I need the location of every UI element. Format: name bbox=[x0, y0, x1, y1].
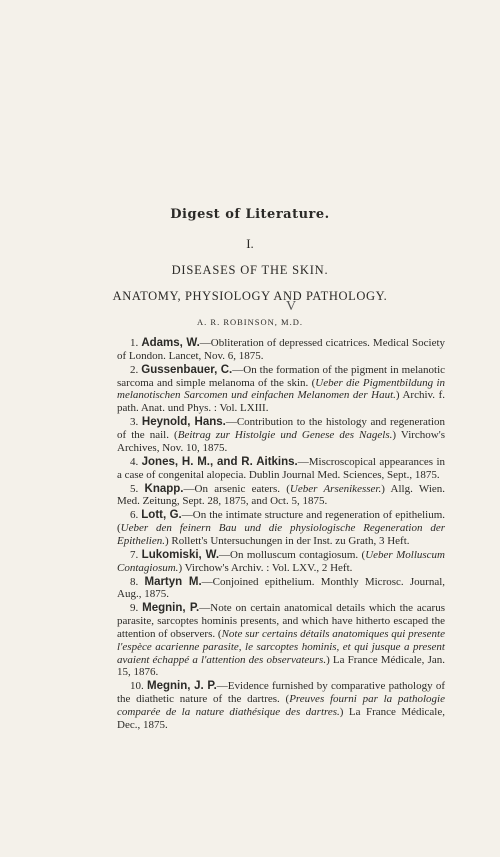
bibliography-entry: 4. Jones, H. M., and R. Aitkins.—Miscroscopical appearances in a case of congenital alopecia. Dublin Journal Med. Sciences, Sept., 1875. bbox=[117, 455, 446, 481]
section-author: A. R. ROBINSON, M.D. bbox=[197, 317, 303, 327]
bibliography-entry: 10. Megnin, J. P.—Evidence furnished by comparative pathology of the diathetic nature of the dartres. (Preuves fourni par la pathologie comparée de la nature diathésique des dartres.) La France Médicale, Dec., 1875. bbox=[117, 680, 445, 731]
bibliography-entry: 3. Heynold, Hans.—Contribution to the histology and regeneration of the nail. (Beitrag zur Histolgie und Genese des Nagels.) Virchow's Archives, Nov. 10, 1875. bbox=[117, 416, 445, 454]
subsection-title: ANATOMY, PHYSIOLOGY AND PATHOLOGY. bbox=[112, 289, 388, 303]
bibliography-entry: 7. Lukomiski, W.—On molluscum contagiosum. (Ueber Molluscum Contagiosum.) Virchow's Archiv. : Vol. LXV., 2 Heft. bbox=[117, 548, 446, 574]
handwritten-check-mark: V bbox=[286, 299, 297, 314]
bibliography-entry: 8. Martyn M.—Conjoined epithelium. Monthly Microsc. Journal, Aug., 1875. bbox=[117, 575, 446, 601]
bibliography-entry: 2. Gussenbauer, C.—On the formation of the pigment in melanotic sarcoma and simple melanoma of the skin. (Ueber die Pigmentbildung in melanotischen Sarcomen und einfachen Melanomen der Haut.) Archiv. f. path. Anat. und Phys. : Vol. LXIII. bbox=[117, 363, 446, 415]
bibliography-entry: 6. Lott, G.—On the intimate structure and regeneration of epithelium. (Ueber den feinern Bau und die physiologische Regeneration der Epithelien.) Rollett's Untersuchungen in der Inst. zu Grath, 3 Heft. bbox=[117, 509, 445, 547]
bibliography-list bbox=[117, 337, 445, 733]
bibliography-entry: 1. Adams, W.—Obliteration of depressed cicatrices. Medical Society of London. Lancet, Nov. 6, 1875. bbox=[117, 337, 446, 362]
bibliography-entry: 9. Megnin, P.—Note on certain anatomical details which the acarus parasite, sarcoptes hominis presents, and which have hitherto escaped the attention of observers. (Note sur certains détails anatomiques qui presente l'espèce acarienne parasite, le sarcoptes hominis, et qui jusque a present avaient échappé a l'attention des observateurs.) La France Médicale, Jan. 15, 1876. bbox=[117, 602, 446, 679]
chapter-numeral: I. bbox=[246, 236, 254, 251]
running-title: Digest of Literature. bbox=[170, 207, 330, 222]
section-title: DISEASES OF THE SKIN. bbox=[171, 263, 329, 277]
bibliography-entry: 5. Knapp.—On arsenic eaters. (Ueber Arsenikesser.) Allg. Wien. Med. Zeitung, Sept. 28, 1875, and Oct. 5, 1875. bbox=[117, 482, 446, 508]
